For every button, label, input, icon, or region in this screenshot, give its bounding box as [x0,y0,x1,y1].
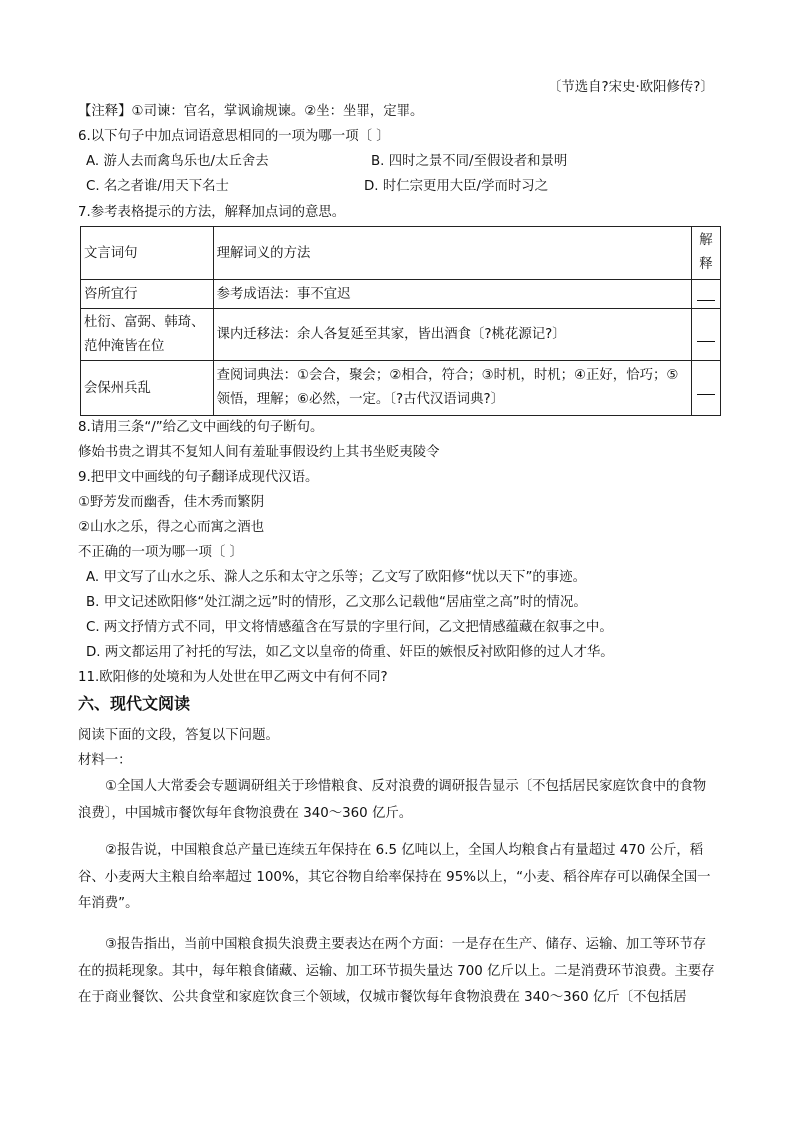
annotation-notes: 【注释】①司谏：官名，掌讽谕规谏。②坐：坐罪，定罪。 [78,104,424,119]
table-row [81,361,721,416]
question-11: 11.欧阳修的处境和为人处世在甲乙两文中有何不同? [78,670,388,685]
row-word: 杜衍、富弼、韩琦、范仲淹皆在位 [81,309,214,361]
table-row [81,309,721,361]
question-6-option-b: B. 四时之景不同/至假设者和景明 [371,154,568,169]
row-word: 咨所宜行 [81,280,214,309]
question-10-option-d: D. 两文都运用了衬托的写法，如乙文以皇帝的倚重、奸臣的嫉恨反衬欧阳修的过人才华。 [86,645,614,660]
question-9-sentence-2: ②山水之乐，得之心而寓之酒也 [78,520,265,535]
row-word: 会保州兵乱 [81,361,214,416]
question-8-stem: 8.请用三条“/”给乙文中画线的句子断句。 [78,420,324,435]
paragraph-2-text: ②报告说，中国粮食总产量已连续五年保持在 6.5 亿吨以上，全国人均粮食占有量超过 470 公斤，稻谷、小麦两大主粮自给率超过 100%，其它谷物自给率保持在 95%以上，“小麦、稻谷库存可以确保全国一年消费”。 [78,843,711,911]
question-6-option-c: C. 名之者谁/用天下名士 [86,179,229,194]
paragraph-1-text: ①全国人大常委会专题调研组关于珍惜粮食、反对浪费的调研报告显示〔不包括居民家庭饮食中的食物浪费〕，中国城市餐饮每年食物浪费在 340～360 亿斤。 [78,779,707,821]
question-7-stem: 7.参考表格提示的方法，解释加点词的意思。 [78,205,346,220]
header-explain: 解释 [692,227,721,280]
row-method: 查阅词典法：①会合，聚会；②相合，符合；③时机，时机；④正好，恰巧；⑤领悟，理解；⑥必然，一定。〔?古代汉语词典?〕 [213,361,691,416]
reading-intro: 阅读下面的文段，答复以下问题。 [78,728,279,743]
paragraph-3 [78,932,718,1012]
answer-blank[interactable] [692,280,721,309]
material-label: 材料一： [78,753,132,768]
table-row [81,280,721,309]
question-6-option-d: D. 时仁宗更用大臣/学而时习之 [364,179,549,194]
row-method: 参考成语法：事不宜迟 [213,280,691,309]
question-8-text: 修始书贵之谓其不复知人间有羞耻事假设约上其书坐贬夷陵令 [78,445,440,460]
question-6-option-a: A. 游人去而禽鸟乐也/太丘舍去 [86,154,269,169]
question-10-option-b: B. 甲文记述欧阳修“处江湖之远”时的情形，乙文那么记载他“居庙堂之高”时的情况。 [86,595,587,610]
header-word: 文言词句 [81,227,214,280]
question-9-sentence-1: ①野芳发而幽香，佳木秀而繁阴 [78,495,265,510]
answer-blank[interactable] [692,361,721,416]
paragraph-2 [78,838,718,918]
paragraph-1 [78,774,718,827]
table-header-row [81,227,721,280]
row-method: 课内迁移法：余人各复延至其家，皆出酒食〔?桃花源记?〕 [213,309,691,361]
source-note: 〔节选自?宋史·欧阳修传?〕 [548,80,714,95]
question-10-stem: 不正确的一项为哪一项〔 〕 [78,545,243,560]
header-method: 理解词义的方法 [213,227,691,280]
question-10-option-a: A. 甲文写了山水之乐、滁人之乐和太守之乐等；乙文写了欧阳修“忧以天下”的事迹。 [86,570,586,585]
question-7-table [80,226,721,416]
question-10-option-c: C. 两文抒情方式不同，甲文将情感蕴含在写景的字里行间，乙文把情感蕴藏在叙事之中。 [86,620,613,635]
answer-blank[interactable] [692,309,721,361]
question-6-stem: 6.以下句子中加点词语意思相同的一项为哪一项〔 〕 [78,129,390,144]
paragraph-3-text: ③报告指出，当前中国粮食损失浪费主要表达在两个方面：一是存在生产、储存、运输、加工等环节存在的损耗现象。其中，每年粮食储藏、运输、加工环节损失量达 700 亿斤以上。二是消费环节浪费。主要存在于商业餐饮、公共食堂和家庭饮食三个领域，仅城市餐饮每年食物浪费在 340～360 亿斤〔不包括居 [78,937,715,1005]
question-9-stem: 9.把甲文中画线的句子翻译成现代汉语。 [78,470,319,485]
section-title: 六、现代文阅读 [78,694,191,713]
